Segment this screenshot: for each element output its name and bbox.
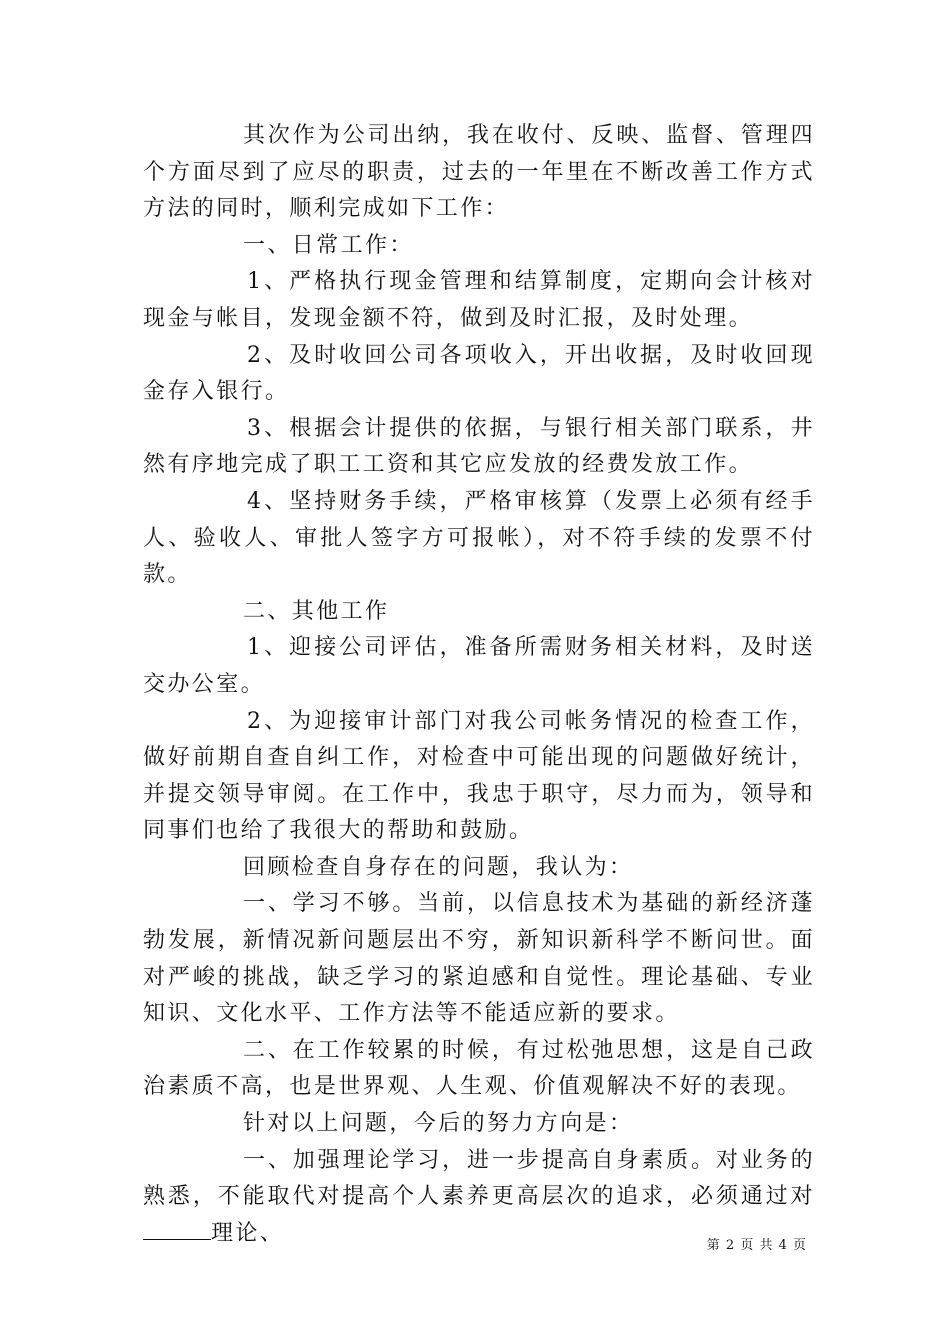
paragraph-text-tail: 理论、: [211, 1220, 285, 1246]
section-heading: 一、日常工作：: [243, 232, 414, 258]
paragraph: 3、根据会计提供的依据，与银行相关部门联系，井然有序地完成了职工工资和其它应发放的经费发放工作。: [143, 415, 815, 478]
paragraph: 针对以上问题，今后的努力方向是：: [243, 1111, 634, 1137]
paragraph-text: 一、加强理论学习，进一步提高自身素质。对业务的熟悉，不能取代对提高个人素养更高层次的追求，必须通过对: [143, 1147, 815, 1210]
paragraph: 1、迎接公司评估，准备所需财务相关材料，及时送交办公室。: [143, 635, 815, 697]
section-heading: 二、其他工作: [243, 598, 390, 624]
fill-in-blank: [143, 1219, 211, 1240]
paragraph: 1、严格执行现金管理和结算制度，定期向会计核对现金与帐目，发现金额不符，做到及时汇报，及时处理。: [143, 269, 815, 331]
paragraph: 回顾检查自身存在的问题，我认为：: [243, 854, 634, 880]
paragraph: 二、在工作较累的时候，有过松弛思想，这是自己政治素质不高，也是世界观、人生观、价值观解决不好的表现。: [143, 1037, 815, 1100]
paragraph: 2、及时收回公司各项收入，开出收据，及时收回现金存入银行。: [143, 342, 815, 405]
paragraph: 其次作为公司出纳，我在收付、反映、监督、管理四个方面尽到了应尽的职责，过去的一年里在不断改善工作方式方法的同时，顺利完成如下工作：: [143, 123, 815, 222]
paragraph: 4、坚持财务手续，严格审核算（发票上必须有经手人、验收人、审批人签字方可报帐），对不符手续的发票不付款。: [143, 488, 815, 588]
document-body: [143, 118, 815, 1252]
paragraph: 一、学习不够。当前，以信息技术为基础的新经济蓬勃发展，新情况新问题层出不穷，新知识新科学不断问世。面对严峻的挑战，缺乏学习的紧迫感和自觉性。理论基础、专业知识、文化水平、工作方法等不能适应新的要求。: [143, 891, 815, 1027]
paragraph: 2、为迎接审计部门对我公司帐务情况的检查工作，做好前期自查自纠工作，对检查中可能出现的问题做好统计，并提交领导审阅。在工作中，我忠于职守，尽力而为，领导和同事们也给了我很大的帮助和鼓励。: [143, 708, 815, 844]
page-number: 第 2 页 共 4 页: [706, 1238, 807, 1253]
